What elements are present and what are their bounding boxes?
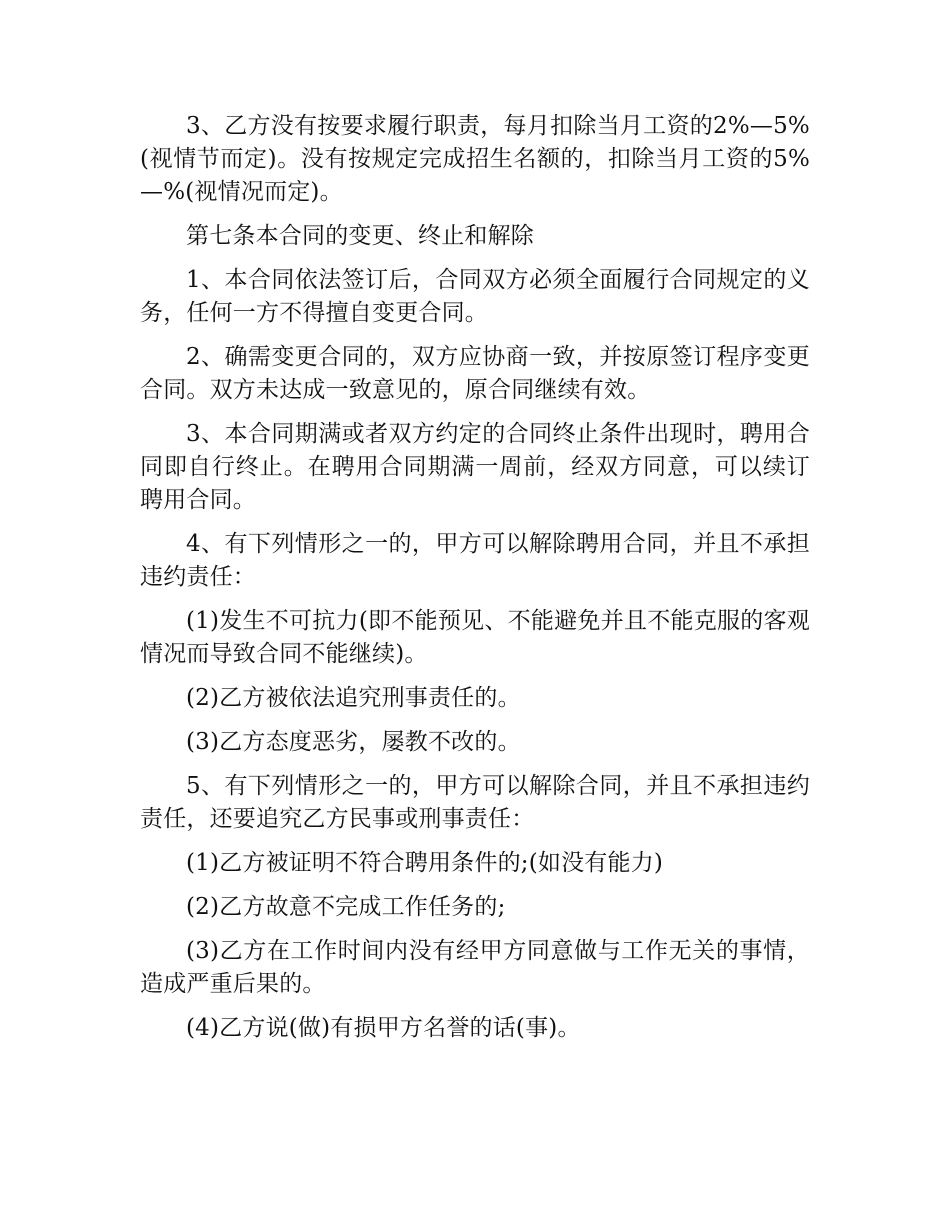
paragraph-clause-4-item-1: (1)发生不可抗力(即不能预见、不能避免并且不能克服的客观情况而导致合同不能继续)。 xyxy=(140,608,810,667)
paragraph-clause-4-item-3: (3)乙方态度恶劣，屡教不改的。 xyxy=(186,729,521,755)
paragraph-clause-5-item-3: (3)乙方在工作时间内没有经甲方同意做与工作无关的事情，造成严重后果的。 xyxy=(140,938,810,997)
paragraph-clause-5-item-1: (1)乙方被证明不符合聘用条件的;(如没有能力) xyxy=(186,850,664,876)
section-heading-article-7: 第七条本合同的变更、终止和解除 xyxy=(186,223,534,249)
paragraph-clause-5: 5、有下列情形之一的，甲方可以解除合同，并且不承担违约责任，还要追究乙方民事或刑事责任： xyxy=(140,773,810,832)
document-body xyxy=(140,110,810,1056)
paragraph-clause-1: 1、本合同依法签订后，合同双方必须全面履行合同规定的义务，任何一方不得擅自变更合同。 xyxy=(140,267,810,326)
paragraph-deduction-clause: 3、乙方没有按要求履行职责，每月扣除当月工资的2%—5%(视情节而定)。没有按规定完成招生名额的，扣除当月工资的5%—%(视情况而定)。 xyxy=(140,113,810,205)
paragraph-clause-4: 4、有下列情形之一的，甲方可以解除聘用合同，并且不承担违约责任： xyxy=(140,531,810,590)
paragraph-clause-5-item-2: (2)乙方故意不完成工作任务的; xyxy=(186,894,506,920)
paragraph-clause-3: 3、本合同期满或者双方约定的合同终止条件出现时，聘用合同即自行终止。在聘用合同期满一周前，经双方同意，可以续订聘用合同。 xyxy=(140,421,810,513)
paragraph-clause-5-item-4: (4)乙方说(做)有损甲方名誉的话(事)。 xyxy=(186,1015,581,1041)
paragraph-clause-2: 2、确需变更合同的，双方应协商一致，并按原签订程序变更合同。双方未达成一致意见的，原合同继续有效。 xyxy=(140,344,810,403)
paragraph-clause-4-item-2: (2)乙方被依法追究刑事责任的。 xyxy=(186,685,521,711)
